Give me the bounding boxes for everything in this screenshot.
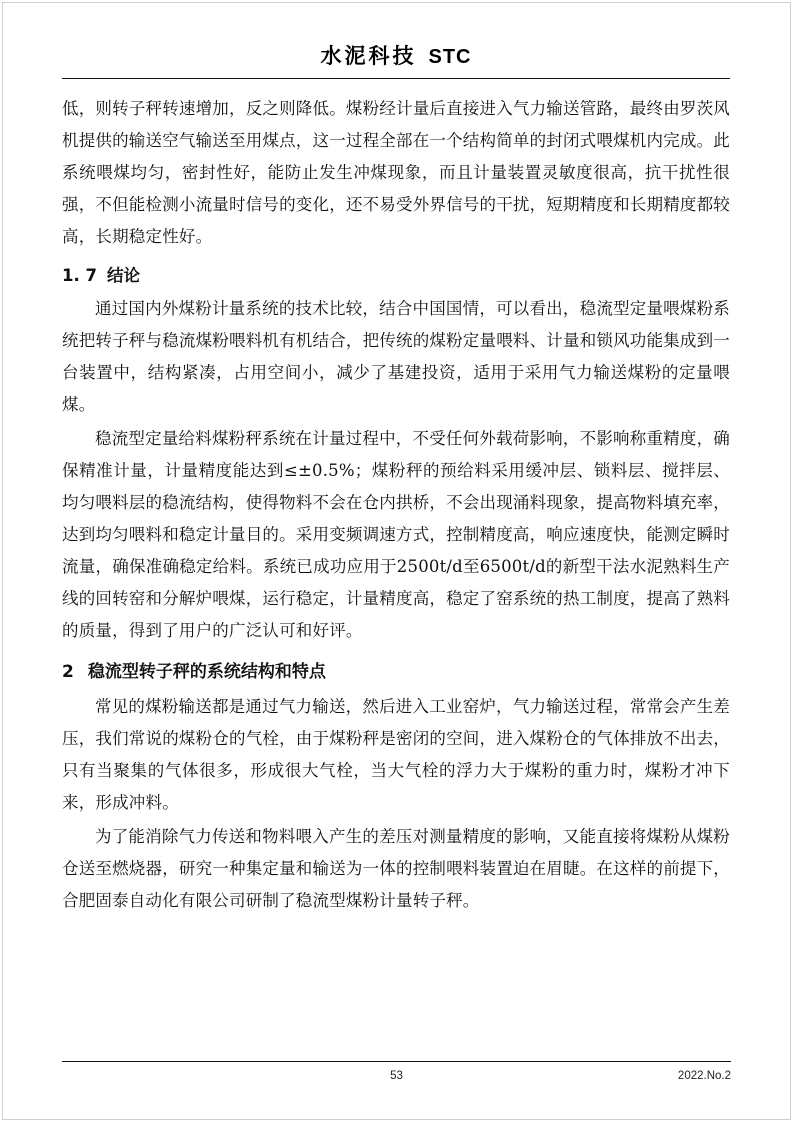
footer-row xyxy=(62,1070,731,1090)
paragraph-1-7-b: 稳流型定量给料煤粉秤系统在计量过程中，不受任何外载荷影响，不影响称重精度，确保精准计量，计量精度能达到≤±0.5%；煤粉秤的预给料采用缓冲层、锁料层、搅拌层、均匀喂料层的稳流结构，使得物料不会在仓内拱桥，不会出现涌料现象，提高物料填充率，达到均匀喂料和稳定计量目的。采用变频调速方式，控制精度高，响应速度快，能测定瞬时流量，确保准确稳定给料。系统已成功应用于2500t/d至6500t/d的新型干法水泥熟料生产线的回转窑和分解炉喂煤，运行稳定，计量精度高，稳定了窑系统的热工制度，提高了熟料的质量，得到了用户的广泛认可和好评。 xyxy=(62,429,730,640)
heading-2 xyxy=(62,655,730,689)
heading-1-7-title: 结论 xyxy=(106,266,140,285)
journal-title-abbr: STC xyxy=(428,46,472,68)
header-rule xyxy=(62,78,730,79)
issue-label: 2022.No.2 xyxy=(677,1070,731,1082)
paragraph-continued: 低，则转子秤转速增加，反之则降低。煤粉经计量后直接进入气力输送管路，最终由罗茨风机提供的输送空气输送至用煤点，这一过程全部在一个结构简单的封闭式喂煤机内完成。此系统喂煤均匀，密封性好，能防止发生冲煤现象，而且计量装置灵敏度很高，抗干扰性很强，不但能检测小流量时信号的变化，还不易受外界信号的干扰，短期精度和长期精度都较高，长期稳定性好。 xyxy=(62,99,730,246)
heading-1-7-number: 1. 7 xyxy=(62,266,97,285)
page-content xyxy=(62,40,730,919)
heading-1-7 xyxy=(62,259,730,293)
journal-title-cn: 水泥科技 xyxy=(320,43,417,68)
heading-2-number: 2 xyxy=(62,662,74,682)
paragraph-2-b: 为了能消除气力传送和物料喂入产生的差压对测量精度的影响，又能直接将煤粉从煤粉仓送至燃烧器，研究一种集定量和输送为一体的控制喂料装置迫在眉睫。在这样的前提下，合肥固泰自动化有限公司研制了稳流型煤粉计量转子秤。 xyxy=(62,827,730,910)
heading-2-title: 稳流型转子秤的系统结构和特点 xyxy=(87,662,326,682)
page-footer xyxy=(62,1061,731,1090)
page-number: 53 xyxy=(390,1070,403,1082)
footer-rule xyxy=(62,1061,731,1062)
journal-masthead xyxy=(62,40,730,76)
paragraph-1-7-a: 通过国内外煤粉计量系统的技术比较，结合中国国情，可以看出，稳流型定量喂煤粉系统把转子秤与稳流煤粉喂料机有机结合，把传统的煤粉定量喂料、计量和锁风功能集成到一台装置中，结构紧凑，占用空间小，减少了基建投资，适用于采用气力输送煤粉的定量喂煤。 xyxy=(62,299,730,414)
paragraph-2-a: 常见的煤粉输送都是通过气力输送，然后进入工业窑炉，气力输送过程，常常会产生差压，我们常说的煤粉仓的气栓，由于煤粉秤是密闭的空间，进入煤粉仓的气体排放不出去，只有当聚集的气体很多，形成很大气栓，当大气栓的浮力大于煤粉的重力时，煤粉才冲下来，形成冲料。 xyxy=(62,697,730,812)
